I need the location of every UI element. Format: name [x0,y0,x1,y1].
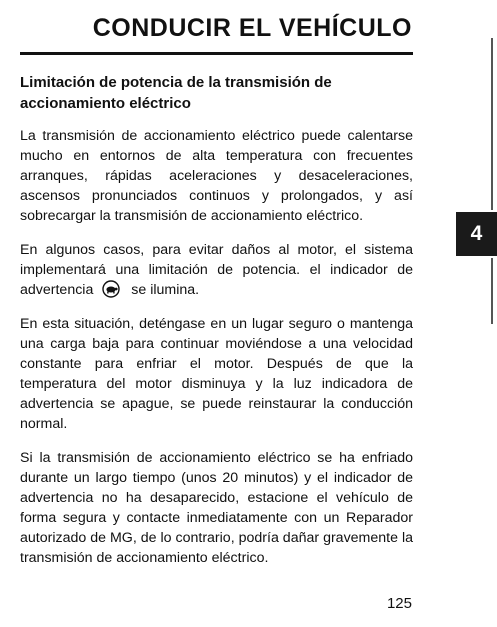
paragraph-4: Si la transmisión de accionamiento eléctrico se ha enfriado durante un largo tiempo (unos 20 minutos) y el indicador de advertencia no ha desaparecido, estacione el vehículo de forma segura y contacte inmediatamente con un Reparador autorizado de MG, de lo contrario, podría dañar gravemente la transmisión de accionamiento eléctrico. [20,450,413,566]
page-number: 125 [386,595,412,612]
section-heading: Limitación de potencia de la transmisión de accionamiento eléctrico [20,74,332,112]
paragraph-2-text-start: En algunos casos, para evitar daños al motor, el sistema implementará una limitación de potencia. el indicador de advertencia [20,242,413,298]
paragraph-2 [20,240,413,300]
page-edge-line [491,38,493,210]
paragraph-3: En esta situación, deténgase en un lugar seguro o mantenga una carga baja para continuar moviéndose a una velocidad constante para enfriar el motor. Después de que la temperatura del motor disminuya y la luz indicadora de advertencia se apague, se puede reinstaurar la conducción normal. [20,316,413,432]
power-limit-turtle-icon [101,280,121,298]
page-edge-line [491,258,493,324]
paragraph-1: La transmisión de accionamiento eléctrico puede calentarse mucho en entornos de alta temperatura con frecuentes arranques, rápidas aceleraciones y desaceleraciones, ascensos pronunciados continuos y prolongados, y así sobrecargar la transmisión de accionamiento eléctrico. [20,128,413,224]
title-rule [20,52,413,55]
page-title: CONDUCIR EL VEHÍCULO [92,14,412,42]
main-content [20,72,413,582]
paragraph-2-text-end: se ilumina. [131,282,200,298]
chapter-tab: 4 [456,212,497,256]
